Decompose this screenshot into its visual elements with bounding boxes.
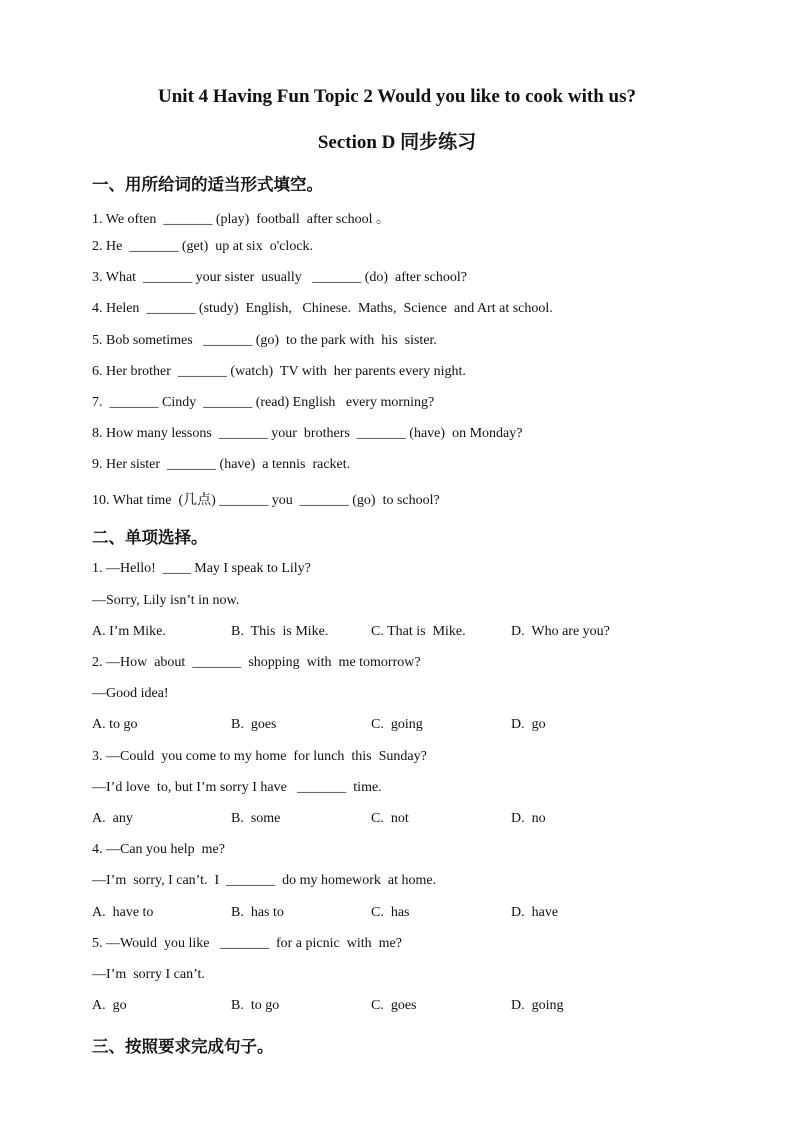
option-b: B. has to (231, 905, 284, 920)
option-b: B. This is Mike. (231, 624, 329, 639)
option-c: C. goes (371, 998, 417, 1013)
question-1-response: —Sorry, Lily isn’t in now. (92, 593, 240, 608)
question-1-prompt: 1. —Hello! ____ May I speak to Lily? (92, 561, 311, 576)
fill-item-1: 1. We often _______ (play) football after school 。 (92, 212, 390, 227)
question-2-options (92, 717, 732, 737)
page-title: Unit 4 Having Fun Topic 2 Would you like to cook with us? (158, 86, 636, 107)
fill-item-9: 9. Her sister _______ (have) a tennis racket. (92, 457, 351, 472)
option-c: C. not (371, 811, 409, 826)
question-4-prompt: 4. —Can you help me? (92, 842, 225, 857)
option-b: B. goes (231, 717, 277, 732)
option-a: A. to go (92, 717, 138, 732)
fill-item-5: 5. Bob sometimes _______ (go) to the park with his sister. (92, 333, 437, 348)
fill-item-6: 6. Her brother _______ (watch) TV with her parents every night. (92, 364, 466, 379)
option-a: A. I’m Mike. (92, 624, 166, 639)
option-c: C. has (371, 905, 410, 920)
question-5-prompt: 5. —Would you like _______ for a picnic with me? (92, 936, 402, 951)
option-d: D. Who are you? (511, 624, 610, 639)
option-c: C. That is Mike. (371, 624, 466, 639)
question-2-response: —Good idea! (92, 686, 169, 701)
option-b: B. to go (231, 998, 280, 1013)
fill-item-10: 10. What time (几点) _______ you _______ (go) to school? (92, 493, 440, 508)
option-b: B. some (231, 811, 281, 826)
question-3-options (92, 811, 732, 831)
option-d: D. no (511, 811, 546, 826)
section1-heading: 一、用所给词的适当形式填空。 (92, 175, 323, 194)
option-c: C. going (371, 717, 423, 732)
question-3-response: —I’d love to, but I’m sorry I have _______ time. (92, 780, 382, 795)
fill-item-8: 8. How many lessons _______ your brothers _______ (have) on Monday? (92, 426, 523, 441)
question-1-options (92, 624, 732, 644)
option-a: A. have to (92, 905, 154, 920)
option-d: D. go (511, 717, 546, 732)
question-5-response: —I’m sorry I can’t. (92, 967, 205, 982)
section2-heading: 二、单项选择。 (92, 528, 208, 547)
fill-item-2: 2. He _______ (get) up at six o'clock. (92, 239, 314, 254)
option-a: A. any (92, 811, 133, 826)
option-a: A. go (92, 998, 127, 1013)
fill-item-7: 7. _______ Cindy _______ (read) English every morning? (92, 395, 435, 410)
question-4-options (92, 905, 732, 925)
fill-item-3: 3. What _______ your sister usually _______ (do) after school? (92, 270, 467, 285)
question-5-options (92, 998, 732, 1018)
question-4-response: —I’m sorry, I can’t. I _______ do my homework at home. (92, 873, 437, 888)
fill-item-4: 4. Helen _______ (study) English, Chinese. Maths, Science and Art at school. (92, 301, 553, 316)
option-d: D. have (511, 905, 559, 920)
page-subtitle: Section D 同步练习 (317, 132, 477, 153)
option-d: D. going (511, 998, 564, 1013)
question-3-prompt: 3. —Could you come to my home for lunch this Sunday? (92, 749, 427, 764)
section3-heading: 三、按照要求完成句子。 (92, 1037, 274, 1056)
question-2-prompt: 2. —How about _______ shopping with me tomorrow? (92, 655, 421, 670)
